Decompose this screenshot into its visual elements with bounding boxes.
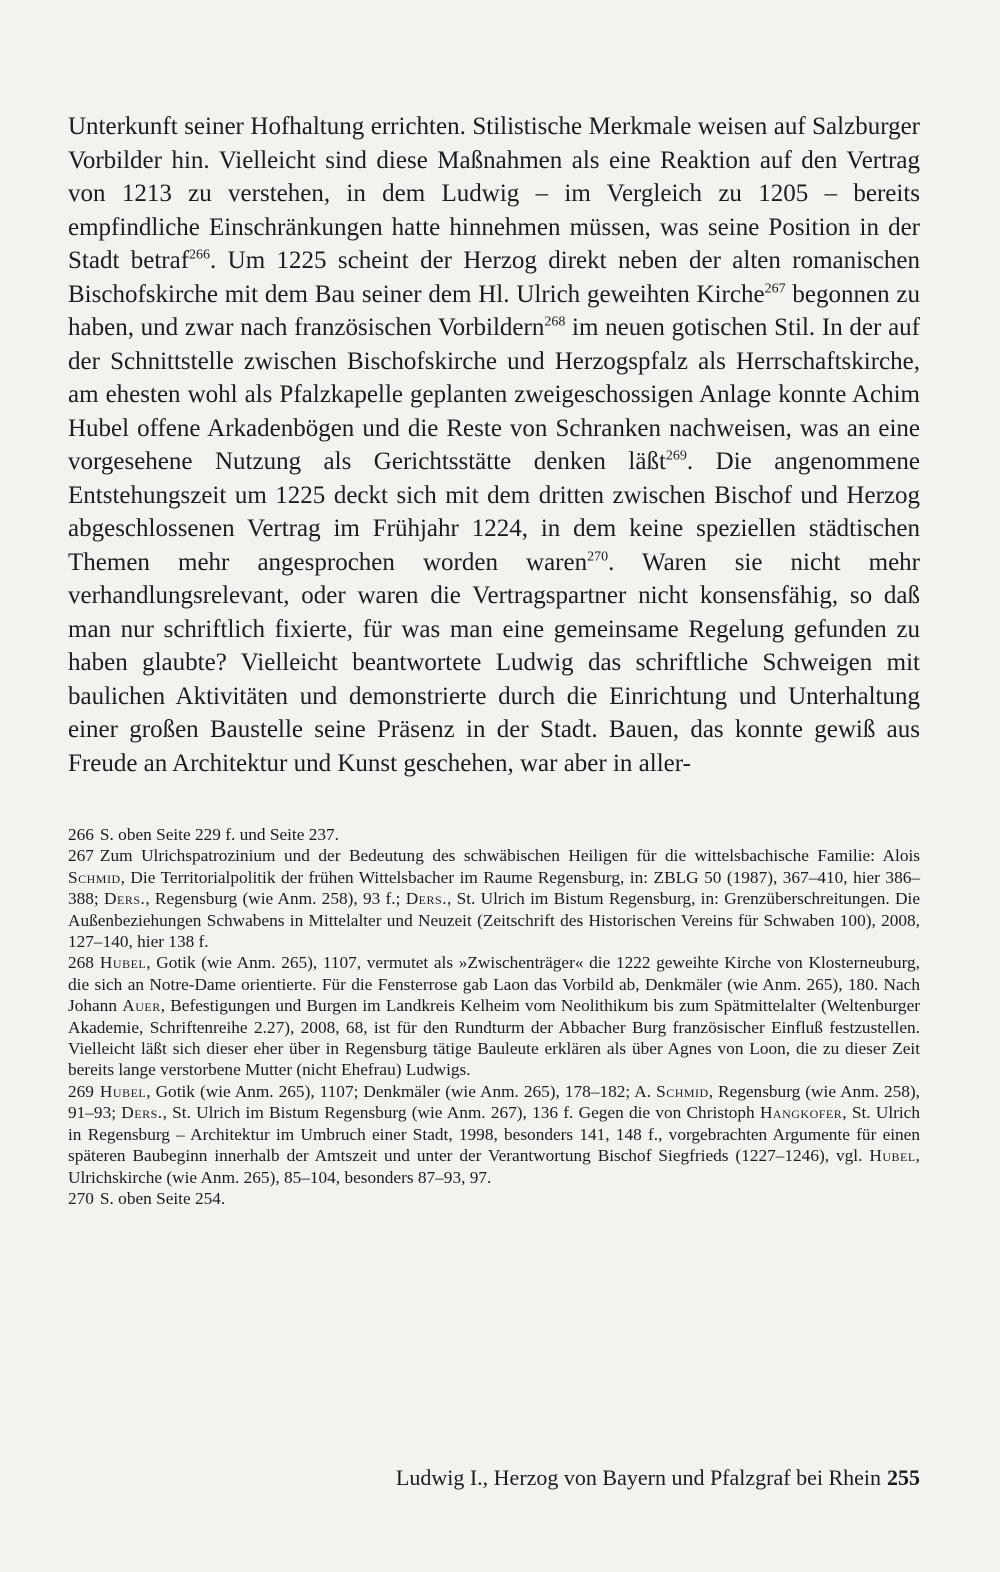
author-name: Ders. [104,889,146,909]
text-segment: im neuen gotischen Stil. In der auf der Schnittstelle zwischen Bischofskirche und Herzogspfalz als Herrschaftskirche, am ehesten wohl als Pfalzkapelle geplanten zweigeschossigen Anlage konnte Achim Hubel offene Arkadenbögen und die Reste von Schranken nachweisen, was an eine vorgesehene Nutzung als Gerichtsstätte denken läßt [68,314,920,475]
footnote-text: , Gotik (wie Anm. 265), 1107; Denkmäler (wie Anm. 265), 178–182; A. [146,1081,657,1101]
footnote-text: , St. Ulrich im Bistum Regensburg (wie Anm. 267), 136 f. Gegen die von Christoph [162,1103,760,1123]
main-text [68,110,920,780]
footnotes [68,824,920,1209]
author-name: Hubel [99,1081,147,1101]
text-segment: begonnen zu haben, und zwar nach französischen Vorbildern [68,280,921,341]
text-segment: . Um 1225 scheint der Herzog direkt neben der alten romanischen Bischofskirche mit dem Bau seiner dem Hl. Ulrich geweihten Kirche [68,247,920,308]
footnote-ref-270[interactable]: 270 [587,549,609,565]
footnote-text: , St. Ulrich im Bistum Regensburg, in: Grenzüberschreitungen. Die Außenbeziehungen Schwabens in Mittelalter und Neuzeit (Zeitschrift des Historischen Vereins für Schwaben 100), 2008, 127–140, hier 138 f. [68,889,920,952]
footnote-text: Zum Ulrichspatrozinium und der Bedeutung des schwäbischen Heiligen für die wittelsbachische Familie: Alois [99,846,920,866]
footnote-number: 270 [68,1188,94,1208]
footnote-number: 266 [68,825,94,844]
footnote-number: 267 [68,846,94,866]
footnote-269 [68,1081,920,1188]
footnote-text: , Regensburg (wie Anm. 258), 91–93; [68,1081,920,1123]
footnote-268 [68,952,920,1080]
footnote-number: 269 [68,1081,94,1101]
author-name: Schmid [656,1081,709,1101]
footnote-ref-266[interactable]: 266 [189,247,211,263]
footnote-text: , Befestigungen und Burgen im Landkreis Kelheim vom Neolithikum bis zum Spätmittelalter (Weltenburger Akademie, Schriftenreihe 2.27), 2008, 68, ist für den Rundturm der Abbacher Burg französischer Einfluß festzustellen. Vielleicht läßt sich dieser eher über in Regensburg tätige Bauleute erklären als über Agnes von Loon, die zu dieser Zeit bereits lange verstorbene Mutter (nicht Ehefrau) Ludwigs. [68,996,920,1080]
footnote-ref-267[interactable]: 267 [764,281,786,297]
page-number: 255 [887,1465,920,1490]
author-name: Hubel [99,953,147,973]
footnote-text: , Regensburg (wie Anm. 258), 93 f.; [145,889,406,909]
footnote-text: , Die Territorialpolitik der frühen Wittelsbacher im Raume Regensburg, in: ZBLG 50 (1987), 367–410, hier 386–388; [68,867,920,909]
author-name: Hubel [869,1146,916,1166]
footnote-ref-269[interactable]: 269 [665,448,687,464]
body-paragraph [68,110,920,780]
footnote-270 [68,1188,920,1209]
running-title: Ludwig I., Herzog von Bayern und Pfalzgraf bei Rhein [395,1465,881,1490]
author-name: Ders. [405,889,448,909]
footnote-text: , Ulrichskirche (wie Anm. 265), 85–104, besonders 87–93, 97. [68,1146,920,1187]
footnote-number: 268 [68,953,94,973]
author-name: Auer [122,996,161,1016]
footnote-266 [68,824,920,845]
footnote-ref-268[interactable]: 268 [544,314,566,330]
text-segment: Unterkunft seiner Hofhaltung errichten. Stilistische Merkmale weisen auf Salzburger Vorbilder hin. Vielleicht sind diese Maßnahmen als eine Reaktion auf den Vertrag von 1213 zu verstehen, in dem Ludwig – im Vergleich zu 1205 – bereits empfindliche Einschränkungen hatte hinnehmen müssen, was seine Position in der Stadt betraf [68,113,920,274]
author-name: Ders. [121,1103,163,1123]
text-segment: . Waren sie nicht mehr verhandlungsrelevant, oder waren die Vertragspartner nicht konsensfähig, so daß man nur schriftlich fixierte, für was man eine gemeinsame Regelung gefunden zu haben glaubte? Vielleicht beantwortete Ludwig das schriftliche Schweigen mit baulichen Aktivitäten und demonstrierte durch die Einrichtung und Unterhaltung einer großen Baustelle seine Präsenz in der Stadt. Bauen, das konnte gewiß aus Freude an Architektur und Kunst geschehen, war aber in aller- [68,548,920,777]
author-name: Schmid [68,867,121,887]
footnote-text: , Gotik (wie Anm. 265), 1107, vermutet als »Zwischenträger« die 1222 geweihte Kirche von Klosterneuburg, die sich an Notre-Dame orientierte. Für die Fensterrose gab Laon das Vorbild ab, Denkmäler (wie Anm. 265), 180. Nach Johann [68,953,920,1016]
text-segment: . Die angenommene Entstehungszeit um 1225 deckt sich mit dem dritten zwischen Bischof und Herzog abgeschlossenen Vertrag im Frühjahr 1224, in dem keine speziellen städtischen Themen mehr angesprochen worden waren [68,448,920,576]
author-name: Hangkofer [759,1103,843,1123]
footnote-text: S. oben Seite 254. [99,1188,226,1208]
footnote-text: S. oben Seite 229 f. und Seite 237. [99,825,339,844]
page-footer [396,1465,920,1491]
footnote-267 [68,845,920,952]
footnote-text: , St. Ulrich in Regensburg – Architektur im Umbruch einer Stadt, 1998, besonders 141, 148 f., vorgebrachten Argumente für einen späteren Baubeginn innerhalb der Amtszeit und unter der Verantwortung Bischof Siegfrieds (1227–1246), vgl. [68,1103,920,1166]
